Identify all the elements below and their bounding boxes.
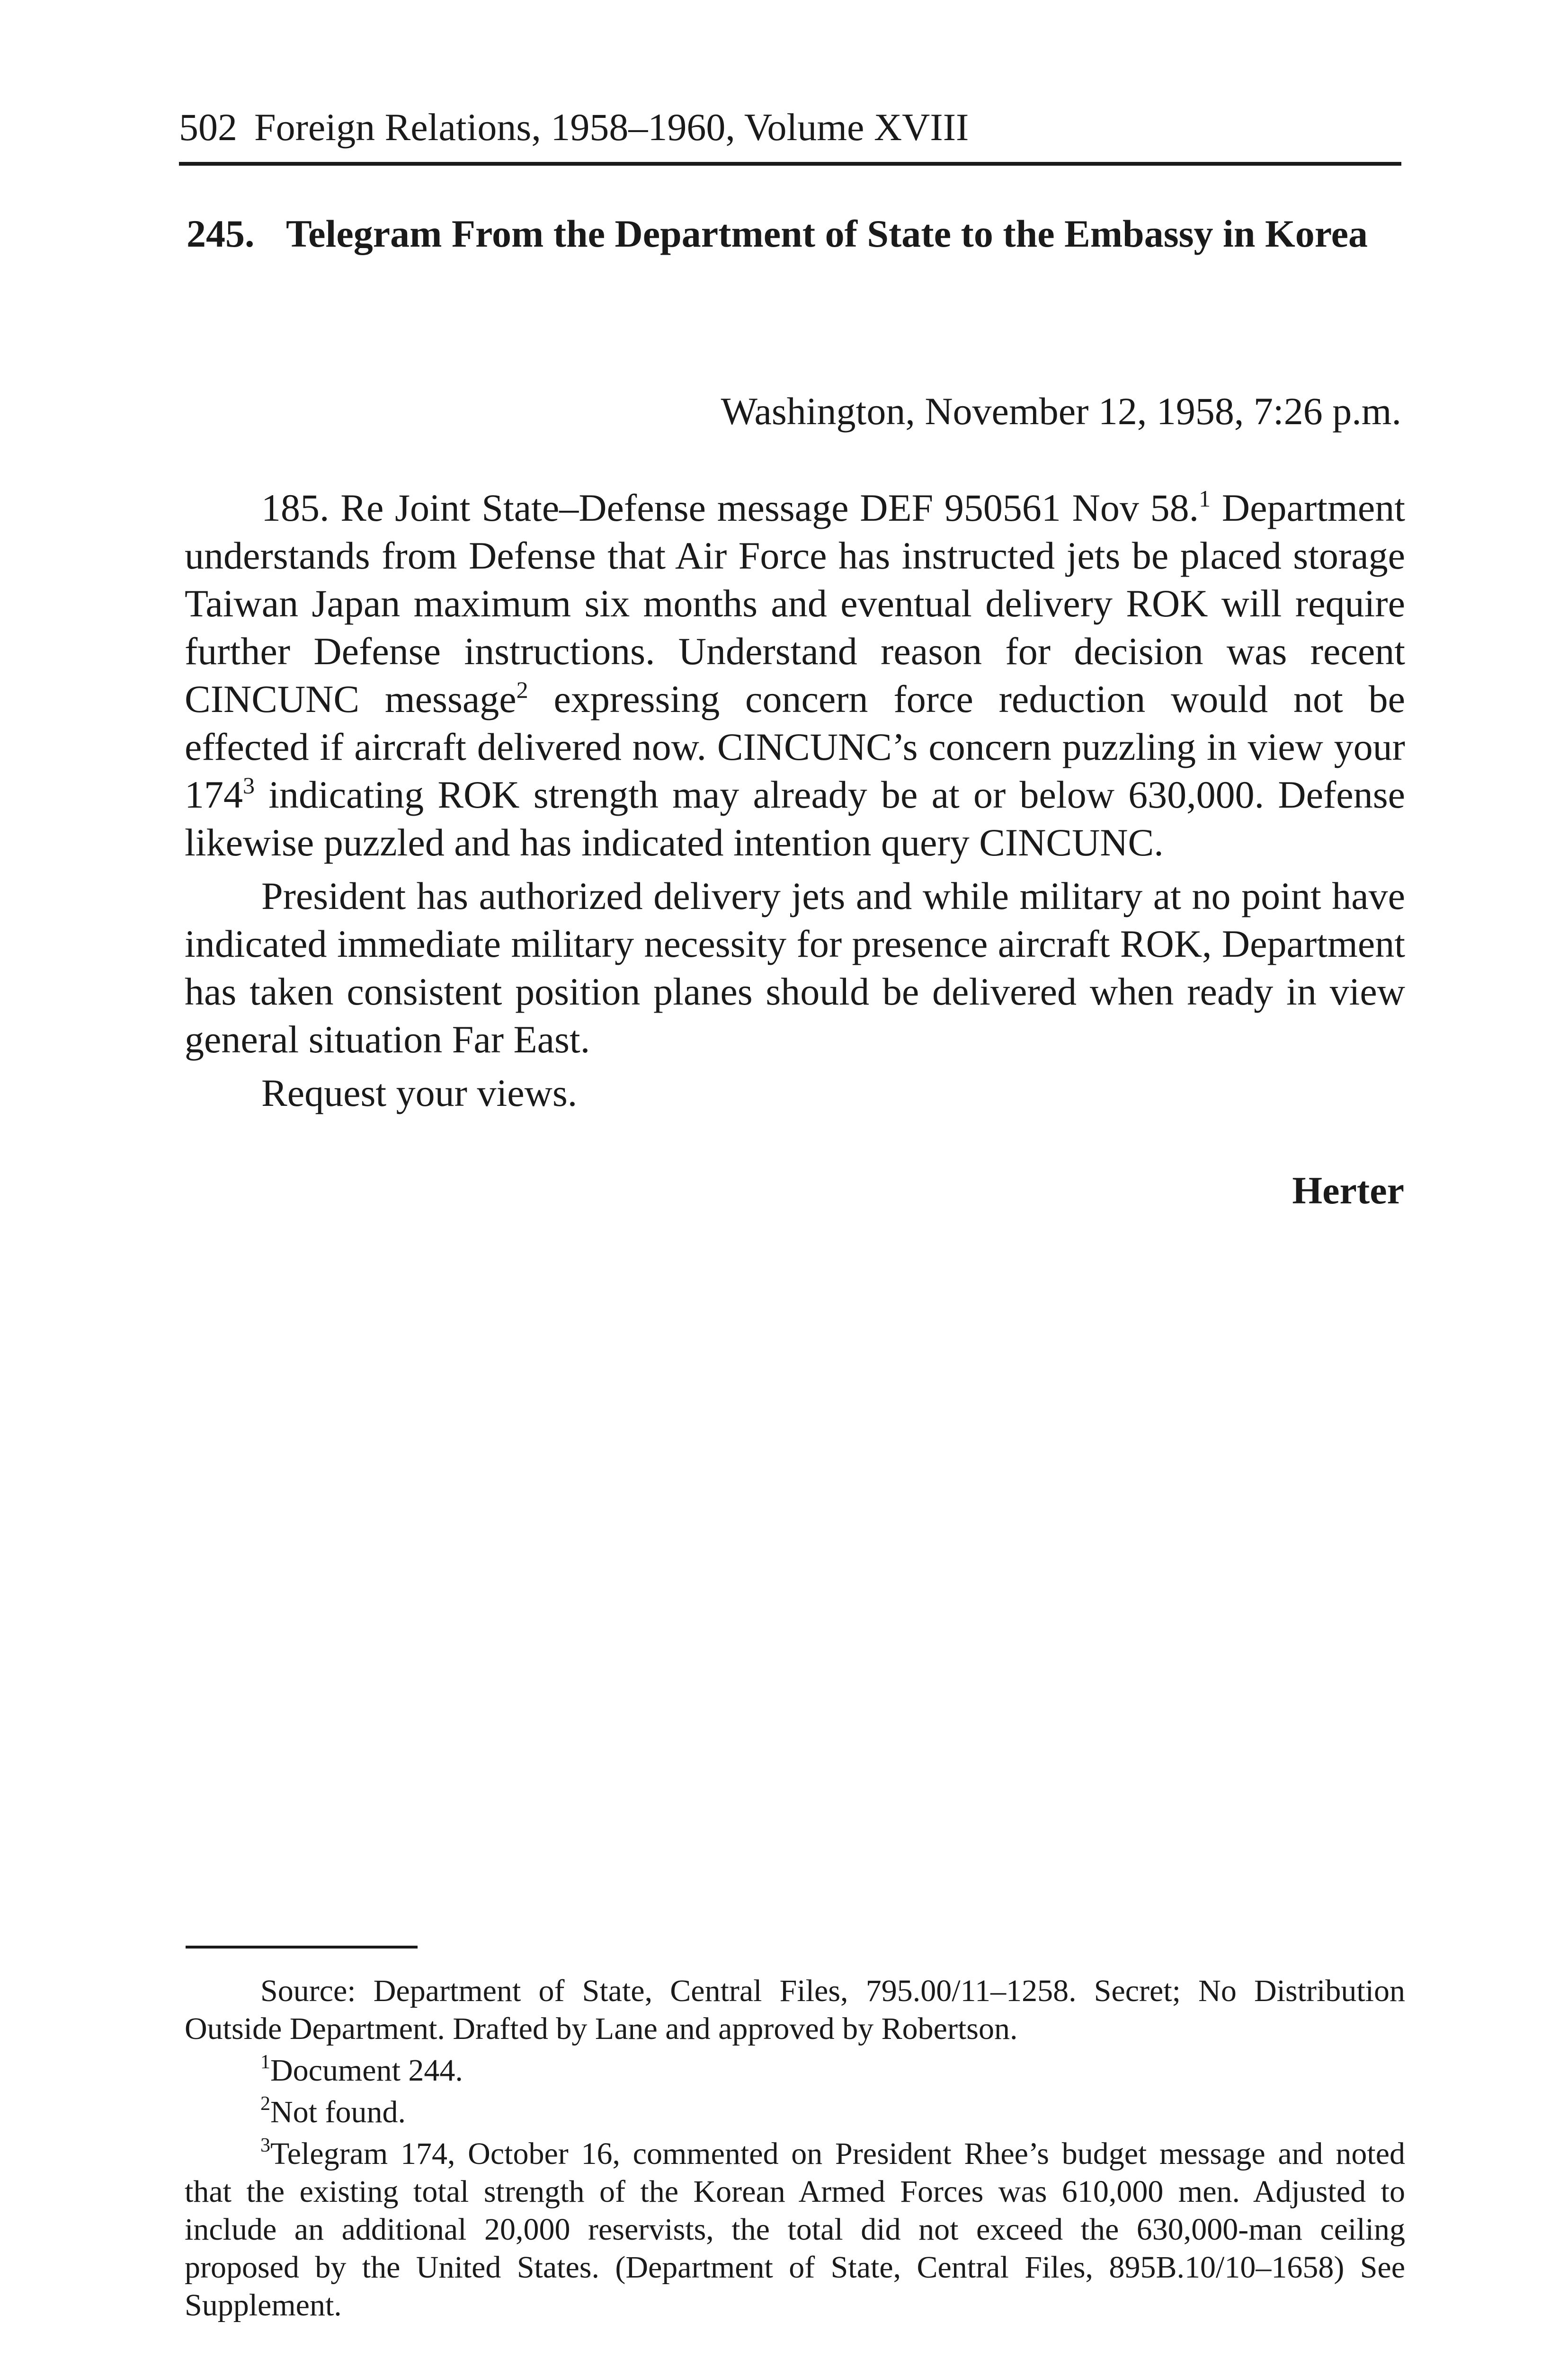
footnote-2-marker: 2 <box>260 2093 270 2115</box>
volume-title: Foreign Relations, 1958–1960, Volume XVIII <box>254 106 969 149</box>
body-paragraph-1 <box>185 484 1405 866</box>
source-note: Source: Department of State, Central Files, 795.00/11–1258. Secret; No Distribution Outside Department. Drafted by Lane and approved by Robertson. <box>185 1974 1405 2046</box>
footnotes <box>185 1972 1405 2328</box>
footnote-1-marker: 1 <box>260 2051 270 2073</box>
footnote-ref-1: 1 <box>1199 485 1211 512</box>
running-head <box>179 108 1401 147</box>
page-number: 502 <box>179 106 237 149</box>
paragraph-1-text-a: 185. Re Joint State–Defense message DEF 950561 Nov 58. <box>261 486 1199 529</box>
footnote-3-text: Telegram 174, October 16, commented on President Rhee’s budget message and noted that the existing total strength of the Korean Armed Forces was 610,000 men. Adjusted to include an additional 20,000 reservists, the total did not exceed the 630,000-man ceiling proposed by the United States. (Department of State, Central Files, 895B.10/10–1658) See Supplement. <box>185 2136 1405 2323</box>
body-paragraph-2: President has authorized delivery jets and while military at no point have indicated immediate military necessity for presence aircraft ROK, Department has taken consistent position planes should be delivered when ready in view general situation Far East. <box>185 874 1405 1061</box>
footnote-2 <box>185 2093 1405 2131</box>
footnote-3 <box>185 2135 1405 2324</box>
paragraph-1-text-b: Department understands from Defense that Air Force has instructed jets be placed storage Taiwan Japan maximum six months and eventual delivery ROK will require further Defense instructions. Understand reason for decision was recent CINCUNC message <box>185 486 1405 721</box>
footnote-rule <box>186 1946 418 1949</box>
footnote-1-text: Document 244. <box>270 2053 463 2088</box>
paragraph-1-text-d: indicating ROK strength may already be at or below 630,000. Defense likewise puzzled and has indicated intention query CINCUNC. <box>185 773 1405 864</box>
header-rule <box>179 162 1401 166</box>
document-title: Telegram From the Department of State to the Embassy in Korea <box>286 212 1368 255</box>
footnote-3-marker: 3 <box>260 2135 270 2156</box>
document-number: 245. <box>187 212 255 255</box>
body-paragraph-3: Request your views. <box>261 1071 578 1114</box>
paragraph-1-text-c: expressing concern force reduction would not be effected if aircraft delivered now. CINCUNC’s concern puzzling in view your 174 <box>185 677 1405 816</box>
footnote-ref-2: 2 <box>516 676 528 703</box>
dateline: Washington, November 12, 1958, 7:26 p.m. <box>721 390 1401 433</box>
footnote-2-text: Not found. <box>270 2095 406 2129</box>
footnote-1 <box>185 2052 1405 2090</box>
document-heading <box>187 208 1399 259</box>
signature: Herter <box>1292 1169 1404 1212</box>
body-text <box>185 484 1405 1122</box>
footnote-ref-3: 3 <box>243 772 255 799</box>
